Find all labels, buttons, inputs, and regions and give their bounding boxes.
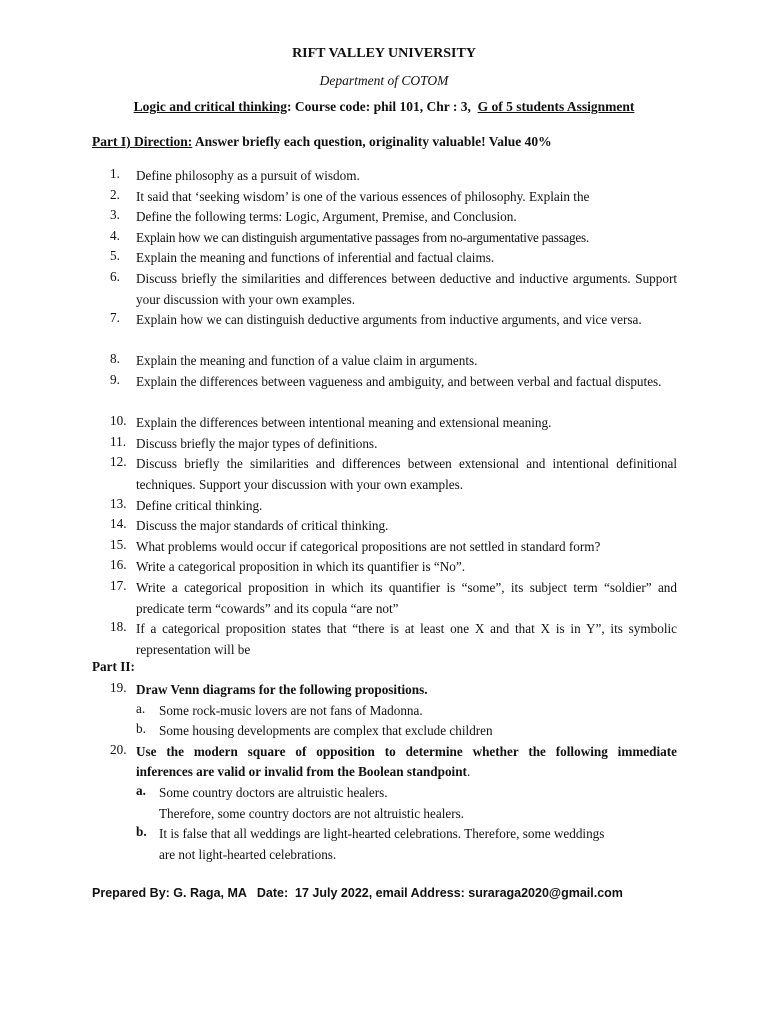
part2-heading: Part II: [92, 659, 135, 674]
question-text: It said that ‘seeking wisdom’ is one of the various essences of philosophy. Explain the [136, 188, 590, 204]
sub-item-text: Some rock-music lovers are not fans of Madonna. [159, 702, 423, 718]
question-text-bold: inferences are valid or invalid from the Boolean standpoint [136, 764, 467, 780]
question-text-end: . [466, 764, 471, 780]
question-number: 2. [110, 186, 120, 202]
question-number: 13. [110, 495, 127, 511]
question-number: 3. [110, 207, 120, 223]
question-text: Draw Venn diagrams for the following propositions. [136, 682, 428, 697]
course-group: G of 5 students Assignment [477, 99, 635, 114]
question-text: Explain the differences between intentional meaning and extensional meaning. [136, 415, 552, 431]
question-text: Explain the differences between vagueness and ambiguity, and between verbal and factual disputes. [136, 374, 662, 389]
university-title: RIFT VALLEY UNIVERSITY [292, 46, 476, 61]
question-number: 7. [110, 310, 120, 326]
sub-item-text: Some housing developments are complex that exclude children [159, 723, 493, 739]
question-text-line2 [136, 762, 677, 783]
sub-item-text: are not light-hearted celebrations. [159, 846, 337, 862]
question-number: 17. [110, 578, 127, 593]
question-number: 1. [110, 166, 120, 181]
question-number: 9. [110, 372, 120, 387]
course-subject: Logic and critical thinking [133, 99, 287, 114]
question-number: 5. [110, 248, 120, 264]
question-text: Discuss briefly the major types of definitions. [136, 435, 378, 451]
question-number: 19. [110, 680, 127, 695]
part1-label: Part I) Direction: [92, 134, 193, 149]
sub-item-text: It is false that all weddings are light-hearted celebrations. Therefore, some weddings [159, 826, 605, 842]
question-text: Discuss the major standards of critical thinking. [136, 518, 389, 534]
question-number: 4. [110, 227, 120, 243]
question-text: Write a categorical proposition in which its quantifier is “some”, its subject term “soldier” and predicate term “cowards” and its copula “are not” [136, 580, 677, 616]
sub-item-letter: b. [136, 721, 146, 737]
sub-item-text: Some country doctors are altruistic healers. [159, 785, 388, 800]
course-line [0, 99, 768, 115]
question-number: 18. [110, 619, 127, 635]
sub-item-letter: a. [136, 783, 146, 798]
part1-instruction: Answer briefly each question, originality valuable! Value 40% [192, 134, 552, 149]
question-text: Explain how we can distinguish deductive arguments from inductive arguments, and vice versa. [136, 312, 642, 328]
question-number: 15. [110, 536, 127, 552]
question-number: 14. [110, 516, 127, 532]
question-text: If a categorical proposition states that “there is at least one X and that X is in Y”, its symbolic representation will be [136, 621, 677, 657]
question-text: Explain the meaning and functions of inferential and factual claims. [136, 250, 495, 266]
question-text: Define philosophy as a pursuit of wisdom. [136, 168, 360, 183]
footer-prepared-by: Prepared By: G. Raga, MA Date: 17 July 2022, email Address: suraraga2020@gmail.com [92, 886, 623, 900]
question-text: Define the following terms: Logic, Argument, Premise, and Conclusion. [136, 209, 517, 225]
question-number: 11. [110, 433, 126, 449]
department-name: Department of COTOM [319, 73, 449, 88]
question-text-line1: Use the modern square of opposition to determine whether the following immediate [136, 743, 677, 759]
question-text: Explain how we can distinguish argumentative passages from no-argumentative passages. [136, 229, 589, 245]
question-text: Discuss briefly the similarities and differences between extensional and intentional definitional techniques. Support your discussion with your own examples. [136, 456, 677, 492]
sub-item-letter: b. [136, 824, 147, 840]
question-number: 10. [110, 413, 127, 429]
question-number: 20. [110, 741, 127, 757]
question-text: Discuss briefly the similarities and differences between deductive and inductive arguments. Support your discussion with your own examples. [136, 271, 677, 307]
question-text: Explain the meaning and function of a value claim in arguments. [136, 353, 478, 369]
question-number: 12. [110, 454, 127, 470]
course-code: : Course code: phil 101, Chr : 3, [287, 99, 478, 114]
question-text: Define critical thinking. [136, 497, 263, 513]
question-number: 8. [110, 351, 120, 367]
question-number: 16. [110, 557, 127, 573]
sub-item-text: Therefore, some country doctors are not altruistic healers. [159, 805, 465, 821]
part1-direction [92, 134, 552, 150]
sub-item-letter: a. [136, 700, 146, 716]
question-text: What problems would occur if categorical propositions are not settled in standard form? [136, 538, 601, 554]
question-text: Write a categorical proposition in which its quantifier is “No”. [136, 559, 466, 575]
question-number: 6. [110, 269, 120, 284]
